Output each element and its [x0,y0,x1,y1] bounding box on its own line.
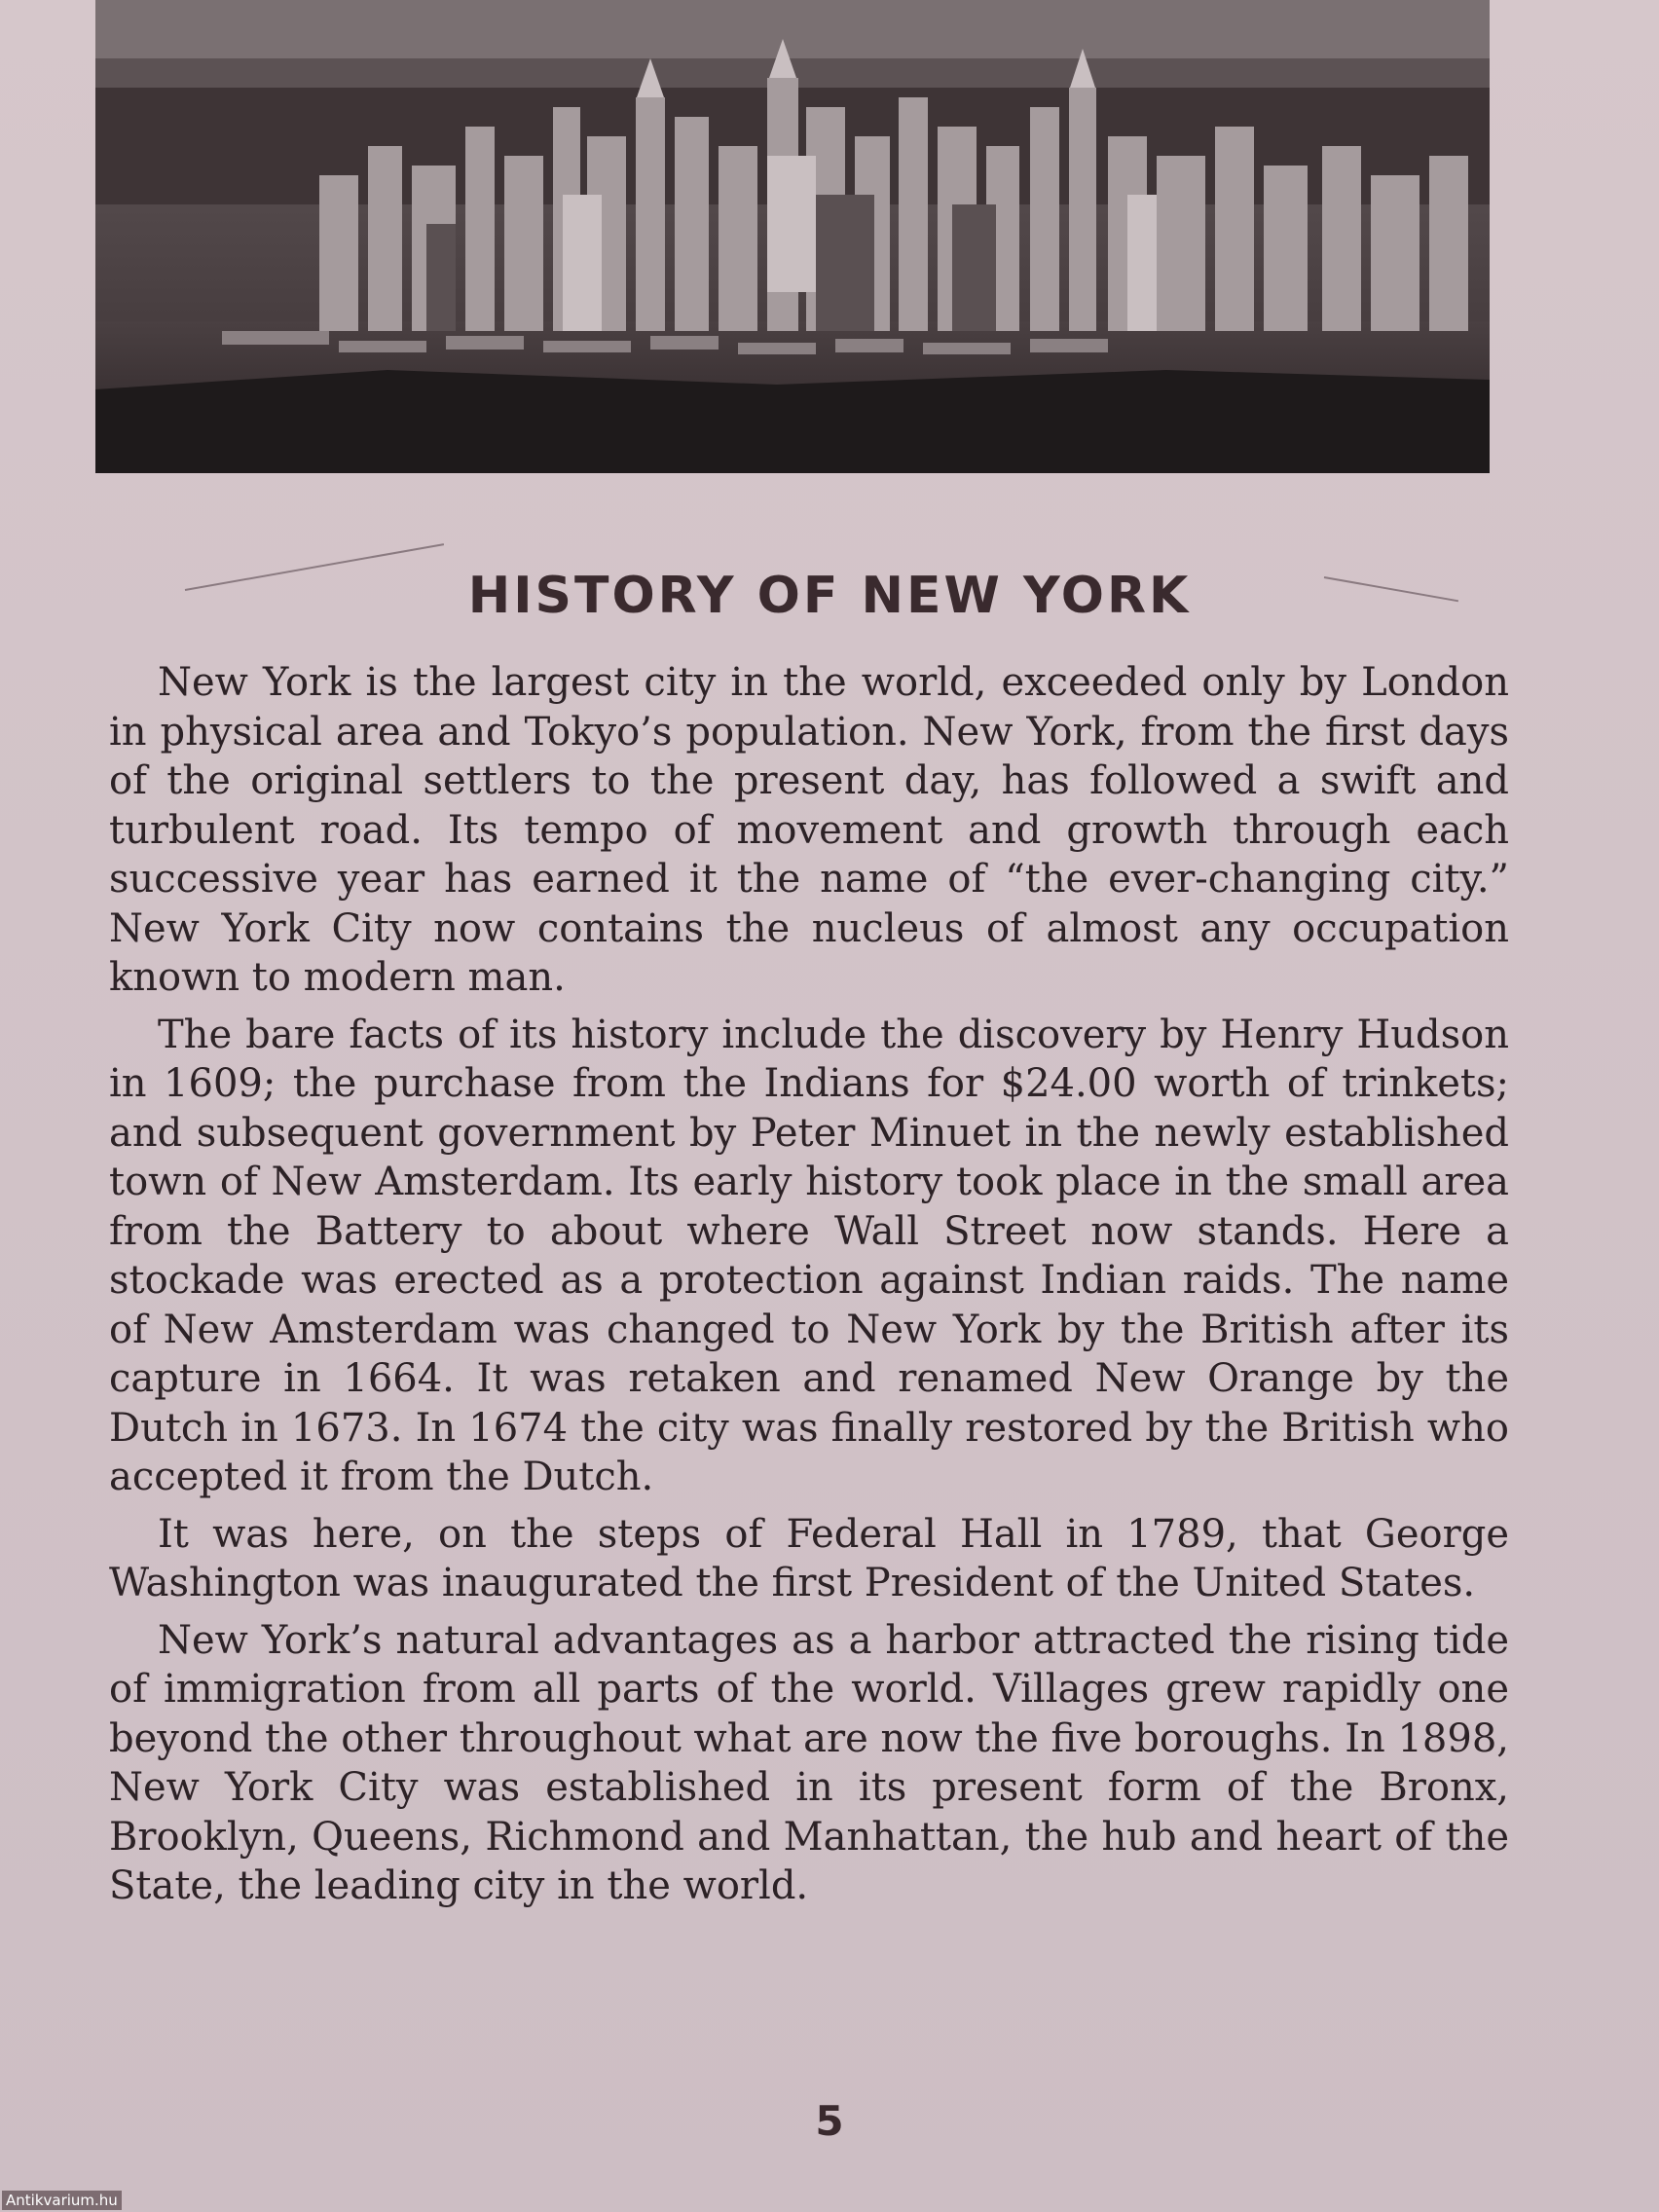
paragraph-2: The bare facts of its history include the discovery by Henry Hudson in 1609; the purchase from the Indians for $24.00 worth of trinkets; and subsequent government by Peter Minuet in the newly established town of New Amsterdam. Its early history took place in the small area from the Battery to about where Wall Street now stands. Here a stockade was erected as a protection against Indian raids. The name of New Amsterdam was changed to New York by the British after its capture in 1664. It was retaken and renamed New Orange by the Dutch in 1673. In 1674 the city was finally restored by the British who accepted it from the Dutch. [109,1012,1509,1499]
new-york-skyline-photo [95,0,1490,473]
article-body [109,658,1509,1919]
watermark: Antikvarium.hu [2,2191,122,2210]
skyline-photo-icon [95,0,1490,473]
paragraph-1: New York is the largest city in the world, exceeded only by London in physical area and Tokyo’s population. New York, from the first days of the original settlers to the present day, has followed a swift and turbulent road. Its tempo of movement and growth through each successive year has earned it the name of “the ever-changing city.” New York City now contains the nucleus of almost any occupation known to modern man. [109,660,1509,1000]
page-title: HISTORY OF NEW YORK [467,567,1192,625]
page-number: 5 [815,2097,844,2145]
paragraph-3: It was here, on the steps of Federal Hall in 1789, that George Washington was inaugurated the first President of the United States. [109,1511,1509,1605]
paragraph-4: New York’s natural advantages as a harbor attracted the rising tide of immigration from all parts of the world. Villages grew rapidly one beyond the other throughout what are now the five boroughs. In 1898, New York City was established in its present form of the Bronx, Brooklyn, Queens, Richmond and Manhattan, the hub and heart of the State, the leading city in the world. [109,1617,1509,1908]
